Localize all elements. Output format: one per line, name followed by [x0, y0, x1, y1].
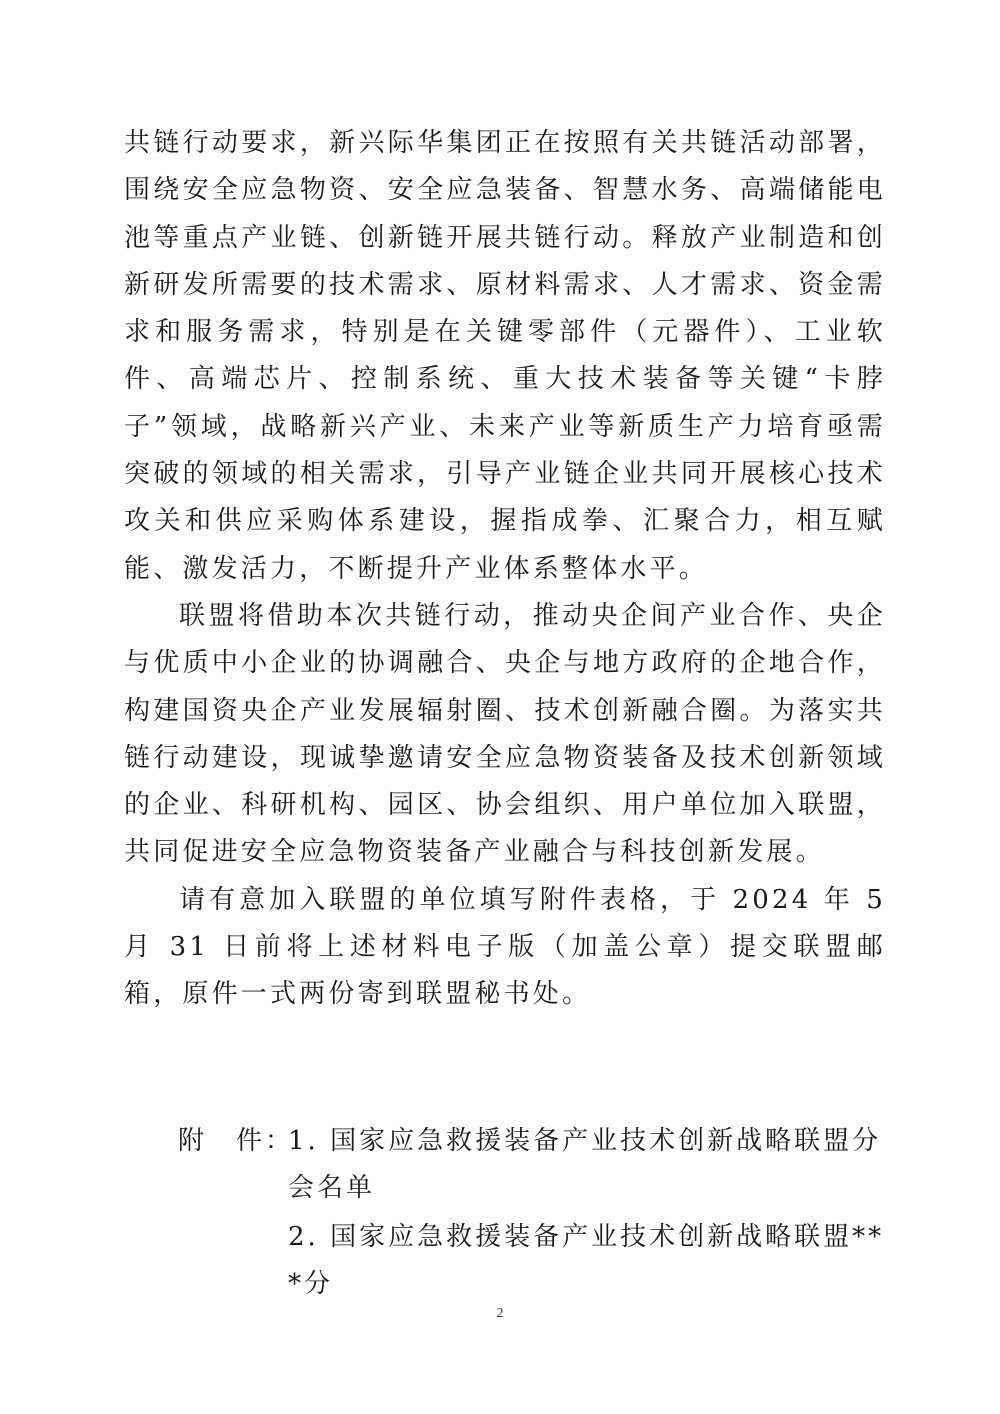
page-number: 2 — [496, 1306, 504, 1321]
body-text — [124, 120, 886, 1019]
paragraph-alliance: 联盟将借助本次共链行动，推动央企间产业合作、央企与优质中小企业的协调融合、央企与地方政府的企地合作，构建国资央企产业发展辐射圈、技术创新融合圈。为落实共链行动建设，现诚挚邀请安全应急物资装备及技术创新领域的企业、科研机构、园区、协会组织、用户单位加入联盟，共同促进安全应急物资装备产业融合与科技创新发展。 — [124, 600, 886, 868]
attachments-section — [178, 1118, 898, 1308]
paragraph-continued: 共链行动要求，新兴际华集团正在按照有关共链活动部署，围绕安全应急物资、安全应急装备、智慧水务、高端储能电池等重点产业链、创新链开展共链行动。释放产业制造和创新研发所需要的技术需求、原材料需求、人才需求、资金需求和服务需求，特别是在关键零部件（元器件）、工业软件、高端芯片、控制系统、重大技术装备等关键“卡脖子”领域，战略新兴产业、未来产业等新质生产力培育亟需突破的领域的相关需求，引导产业链企业共同开展核心技术攻关和供应采购体系建设，握指成拳、汇聚合力，相互赋能、激发活力，不断提升产业体系整体水平。 — [124, 128, 886, 584]
attachment-item-2: 2. 国家应急救援装备产业技术创新战略联盟***分 — [288, 1222, 885, 1299]
attachment-row — [178, 1214, 898, 1308]
attachment-item-1: 1. 国家应急救援装备产业技术创新战略联盟分会名单 — [288, 1126, 882, 1203]
attachments-label: 附 件： — [178, 1126, 295, 1156]
paragraph-deadline: 请有意加入联盟的单位填写附件表格，于 2024 年 5 月 31 日前将上述材料电子版（加盖公章）提交联盟邮箱，原件一式两份寄到联盟秘书处。 — [124, 884, 886, 1010]
attachment-row — [178, 1118, 898, 1212]
